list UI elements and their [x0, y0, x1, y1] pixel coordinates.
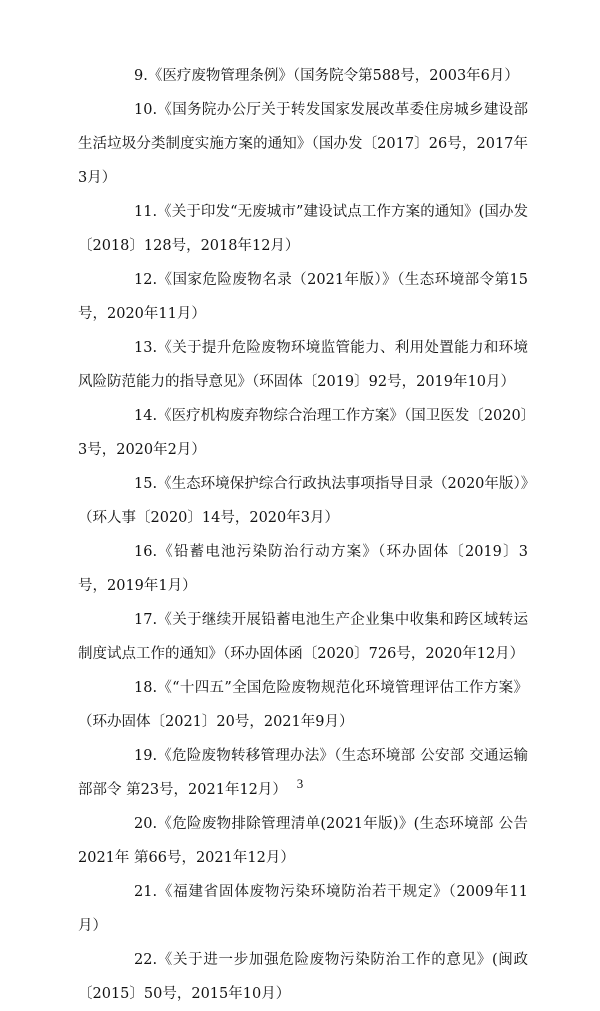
reference-text: 《医疗废物管理条例》（国务院令第588号，2003年6月）	[147, 68, 519, 84]
reference-item-11	[78, 195, 528, 263]
page-number: 3	[296, 776, 304, 791]
reference-item-20	[78, 807, 528, 875]
reference-text: 《国家危险废物名录（2021年版）》（生态环境部令第15号，2020年11月）	[78, 272, 528, 322]
reference-number: 10.	[134, 102, 158, 118]
reference-item-22	[78, 943, 528, 1011]
reference-text: 《关于提升危险废物环境监管能力、利用处置能力和环境风险防范能力的指导意见》（环固体〔2019〕92号，2019年10月）	[78, 340, 528, 390]
reference-text: 《危险废物转移管理办法》（生态环境部 公安部 交通运输部部令 第23号，2021年12月）	[78, 748, 528, 798]
reference-number: 17.	[134, 612, 158, 628]
reference-number: 15.	[134, 476, 158, 492]
reference-number: 12.	[134, 272, 158, 288]
reference-text: 《关于继续开展铅蓄电池生产企业集中收集和跨区域转运制度试点工作的通知》（环办固体函〔2020〕726号，2020年12月）	[78, 612, 528, 662]
reference-item-18	[78, 671, 528, 739]
reference-number: 21.	[134, 884, 158, 900]
reference-number: 16.	[134, 544, 158, 560]
reference-item-13	[78, 331, 528, 399]
reference-item-12	[78, 263, 528, 331]
reference-text: 《关于进一步加强危险废物污染防治工作的意见》(闽政〔2015〕50号，2015年10月）	[78, 952, 528, 1002]
reference-text: 《生态环境保护综合行政执法事项指导目录（2020年版）》（环人事〔2020〕14号，2020年3月）	[78, 476, 528, 526]
reference-number: 11.	[134, 204, 158, 220]
reference-text: 《国务院办公厅关于转发国家发展改革委住房城乡建设部生活垃圾分类制度实施方案的通知》（国办发〔2017〕26号，2017年3月）	[78, 102, 528, 186]
reference-number: 20.	[134, 816, 158, 832]
reference-text: 《铅蓄电池污染防治行动方案》（环办固体〔2019〕3号，2019年1月）	[78, 544, 528, 594]
reference-text: 《“十四五”全国危险废物规范化环境管理评估工作方案》（环办固体〔2021〕20号，2021年9月）	[78, 680, 528, 730]
reference-number: 9.	[134, 68, 148, 84]
reference-text: 《关于印发“无废城市”建设试点工作方案的通知》(国办发〔2018〕128号，2018年12月）	[78, 204, 528, 254]
reference-number: 19.	[134, 748, 158, 764]
reference-item-17	[78, 603, 528, 671]
reference-number: 22.	[134, 952, 158, 968]
reference-item-9	[78, 59, 528, 93]
reference-item-15	[78, 467, 528, 535]
reference-item-21	[78, 875, 528, 943]
reference-number: 14.	[134, 408, 158, 424]
reference-text: 《危险废物排除管理清单(2021年版)》(生态环境部 公告 2021年 第66号，2021年12月）	[78, 816, 528, 866]
reference-item-10	[78, 93, 528, 195]
reference-item-14	[78, 399, 528, 467]
reference-list	[78, 59, 528, 1011]
reference-number: 18.	[134, 680, 158, 696]
reference-item-16	[78, 535, 528, 603]
reference-number: 13.	[134, 340, 158, 356]
reference-text: 《医疗机构废弃物综合治理工作方案》（国卫医发〔2020〕3号，2020年2月）	[78, 408, 528, 458]
reference-text: 《福建省固体废物污染环境防治若干规定》（2009年11月）	[78, 884, 528, 934]
reference-item-19	[78, 739, 528, 807]
